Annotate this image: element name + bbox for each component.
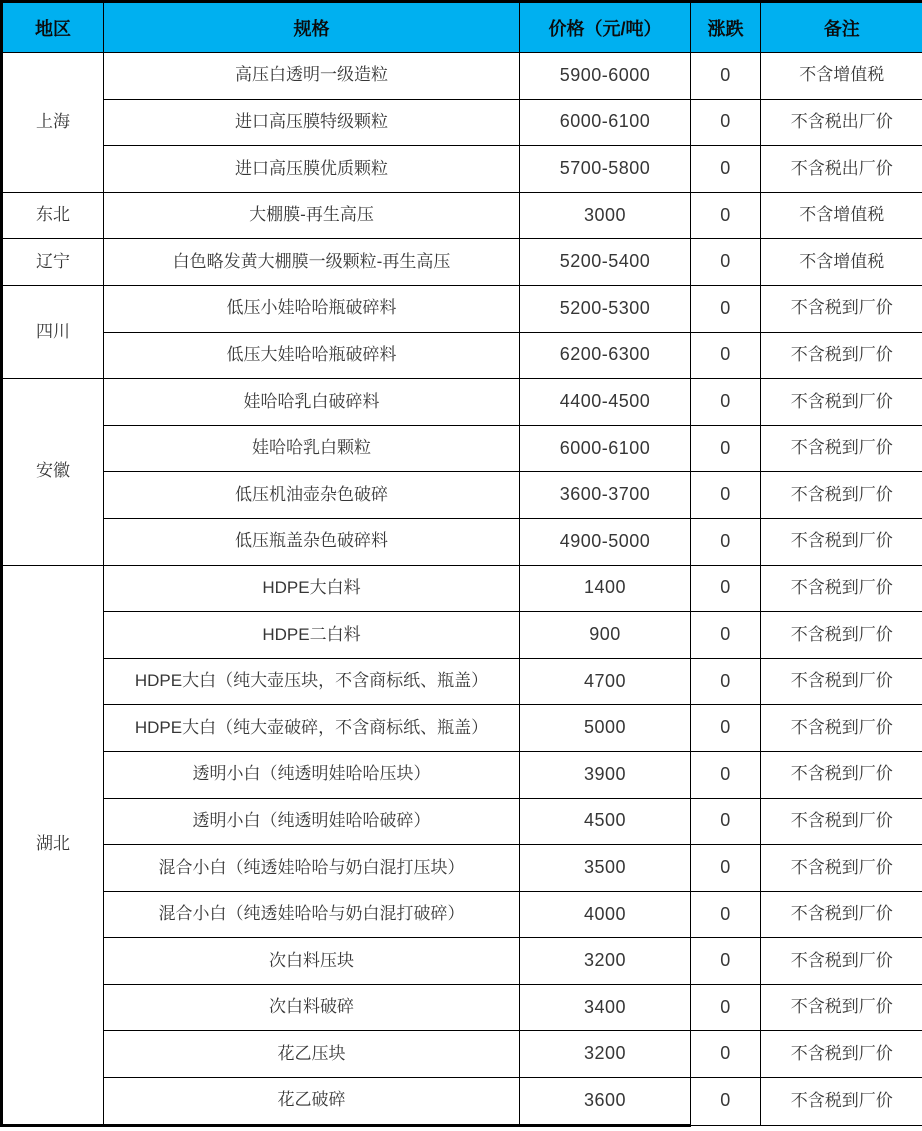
change-cell: 0 bbox=[691, 239, 761, 286]
change-cell: 0 bbox=[691, 332, 761, 379]
price-cell: 3500 bbox=[520, 845, 691, 892]
spec-cell: 次白料压块 bbox=[104, 938, 520, 985]
price-cell: 1400 bbox=[520, 565, 691, 612]
region-cell: 东北 bbox=[2, 192, 104, 239]
note-cell: 不含增值税 bbox=[761, 53, 922, 100]
table-row bbox=[2, 565, 922, 612]
spec-cell: 低压机油壶杂色破碎 bbox=[104, 472, 520, 519]
spec-cell: HDPE大白料 bbox=[104, 565, 520, 612]
note-cell: 不含税到厂价 bbox=[761, 565, 922, 612]
note-cell: 不含税到厂价 bbox=[761, 984, 922, 1031]
header-row bbox=[2, 2, 922, 53]
col-header-change: 涨跌 bbox=[691, 2, 761, 53]
price-cell: 3000 bbox=[520, 192, 691, 239]
change-cell: 0 bbox=[691, 658, 761, 705]
price-cell: 5700-5800 bbox=[520, 146, 691, 193]
spec-cell: 大棚膜-再生高压 bbox=[104, 192, 520, 239]
spec-cell: HDPE大白（纯大壶破碎，不含商标纸、瓶盖） bbox=[104, 705, 520, 752]
note-cell: 不含税到厂价 bbox=[761, 332, 922, 379]
note-cell: 不含税到厂价 bbox=[761, 285, 922, 332]
spec-cell: HDPE大白（纯大壶压块，不含商标纸、瓶盖） bbox=[104, 658, 520, 705]
change-cell: 0 bbox=[691, 53, 761, 100]
spec-cell: 透明小白（纯透明娃哈哈破碎） bbox=[104, 798, 520, 845]
spec-cell: 花乙破碎 bbox=[104, 1078, 520, 1126]
note-cell: 不含税到厂价 bbox=[761, 845, 922, 892]
price-cell: 900 bbox=[520, 612, 691, 659]
note-cell: 不含税到厂价 bbox=[761, 518, 922, 565]
note-cell: 不含税到厂价 bbox=[761, 798, 922, 845]
table-row bbox=[2, 612, 922, 659]
table-row bbox=[2, 285, 922, 332]
price-cell: 5000 bbox=[520, 705, 691, 752]
change-cell: 0 bbox=[691, 425, 761, 472]
table-row bbox=[2, 1031, 922, 1078]
price-cell: 5200-5400 bbox=[520, 239, 691, 286]
price-cell: 6000-6100 bbox=[520, 425, 691, 472]
note-cell: 不含税到厂价 bbox=[761, 612, 922, 659]
table-row bbox=[2, 518, 922, 565]
note-cell: 不含税到厂价 bbox=[761, 705, 922, 752]
change-cell: 0 bbox=[691, 99, 761, 146]
spec-cell: 低压大娃哈哈瓶破碎料 bbox=[104, 332, 520, 379]
col-header-spec: 规格 bbox=[104, 2, 520, 53]
price-cell: 4400-4500 bbox=[520, 379, 691, 426]
price-cell: 5900-6000 bbox=[520, 53, 691, 100]
spec-cell: 进口高压膜特级颗粒 bbox=[104, 99, 520, 146]
table-row bbox=[2, 146, 922, 193]
note-cell: 不含税到厂价 bbox=[761, 891, 922, 938]
change-cell: 0 bbox=[691, 845, 761, 892]
spec-cell: 白色略发黄大棚膜一级颗粒-再生高压 bbox=[104, 239, 520, 286]
change-cell: 0 bbox=[691, 938, 761, 985]
table-row bbox=[2, 845, 922, 892]
table-row bbox=[2, 53, 922, 100]
change-cell: 0 bbox=[691, 612, 761, 659]
price-cell: 3600-3700 bbox=[520, 472, 691, 519]
col-header-region: 地区 bbox=[2, 2, 104, 53]
change-cell: 0 bbox=[691, 192, 761, 239]
table-row bbox=[2, 472, 922, 519]
change-cell: 0 bbox=[691, 518, 761, 565]
table-row bbox=[2, 751, 922, 798]
note-cell: 不含税到厂价 bbox=[761, 938, 922, 985]
price-cell: 6200-6300 bbox=[520, 332, 691, 379]
spec-cell: HDPE二白料 bbox=[104, 612, 520, 659]
table-row bbox=[2, 938, 922, 985]
note-cell: 不含税到厂价 bbox=[761, 1031, 922, 1078]
region-cell: 安徽 bbox=[2, 379, 104, 565]
spec-cell: 混合小白（纯透娃哈哈与奶白混打压块） bbox=[104, 845, 520, 892]
spec-cell: 次白料破碎 bbox=[104, 984, 520, 1031]
change-cell: 0 bbox=[691, 891, 761, 938]
note-cell: 不含税到厂价 bbox=[761, 472, 922, 519]
change-cell: 0 bbox=[691, 1031, 761, 1078]
region-cell: 辽宁 bbox=[2, 239, 104, 286]
note-cell: 不含增值税 bbox=[761, 239, 922, 286]
table-row bbox=[2, 1078, 922, 1126]
region-cell: 上海 bbox=[2, 53, 104, 193]
price-cell: 5200-5300 bbox=[520, 285, 691, 332]
table-row bbox=[2, 798, 922, 845]
spec-cell: 娃哈哈乳白颗粒 bbox=[104, 425, 520, 472]
spec-cell: 低压瓶盖杂色破碎料 bbox=[104, 518, 520, 565]
table-row bbox=[2, 705, 922, 752]
price-cell: 4000 bbox=[520, 891, 691, 938]
note-cell: 不含税到厂价 bbox=[761, 379, 922, 426]
region-cell: 湖北 bbox=[2, 565, 104, 1125]
spec-cell: 花乙压块 bbox=[104, 1031, 520, 1078]
note-cell: 不含税到厂价 bbox=[761, 425, 922, 472]
col-header-note: 备注 bbox=[761, 2, 922, 53]
note-cell: 不含税到厂价 bbox=[761, 1078, 922, 1126]
change-cell: 0 bbox=[691, 798, 761, 845]
note-cell: 不含增值税 bbox=[761, 192, 922, 239]
note-cell: 不含税出厂价 bbox=[761, 146, 922, 193]
spec-cell: 低压小娃哈哈瓶破碎料 bbox=[104, 285, 520, 332]
price-cell: 4500 bbox=[520, 798, 691, 845]
table-row bbox=[2, 379, 922, 426]
region-cell: 四川 bbox=[2, 285, 104, 378]
spec-cell: 透明小白（纯透明娃哈哈压块） bbox=[104, 751, 520, 798]
note-cell: 不含税出厂价 bbox=[761, 99, 922, 146]
change-cell: 0 bbox=[691, 285, 761, 332]
spec-cell: 进口高压膜优质颗粒 bbox=[104, 146, 520, 193]
price-cell: 3200 bbox=[520, 1031, 691, 1078]
change-cell: 0 bbox=[691, 472, 761, 519]
price-cell: 3400 bbox=[520, 984, 691, 1031]
price-cell: 4900-5000 bbox=[520, 518, 691, 565]
price-cell: 3600 bbox=[520, 1078, 691, 1126]
table-row bbox=[2, 332, 922, 379]
col-header-price: 价格（元/吨） bbox=[520, 2, 691, 53]
table-row bbox=[2, 99, 922, 146]
price-cell: 6000-6100 bbox=[520, 99, 691, 146]
change-cell: 0 bbox=[691, 565, 761, 612]
change-cell: 0 bbox=[691, 146, 761, 193]
spec-cell: 娃哈哈乳白破碎料 bbox=[104, 379, 520, 426]
price-cell: 4700 bbox=[520, 658, 691, 705]
change-cell: 0 bbox=[691, 705, 761, 752]
spec-cell: 混合小白（纯透娃哈哈与奶白混打破碎） bbox=[104, 891, 520, 938]
note-cell: 不含税到厂价 bbox=[761, 658, 922, 705]
spec-cell: 高压白透明一级造粒 bbox=[104, 53, 520, 100]
change-cell: 0 bbox=[691, 751, 761, 798]
table-row bbox=[2, 425, 922, 472]
change-cell: 0 bbox=[691, 984, 761, 1031]
table-row bbox=[2, 658, 922, 705]
price-cell: 3200 bbox=[520, 938, 691, 985]
table-row bbox=[2, 192, 922, 239]
change-cell: 0 bbox=[691, 379, 761, 426]
price-cell: 3900 bbox=[520, 751, 691, 798]
table-row bbox=[2, 891, 922, 938]
change-cell: 0 bbox=[691, 1078, 761, 1126]
table-row bbox=[2, 984, 922, 1031]
table-row bbox=[2, 239, 922, 286]
note-cell: 不含税到厂价 bbox=[761, 751, 922, 798]
